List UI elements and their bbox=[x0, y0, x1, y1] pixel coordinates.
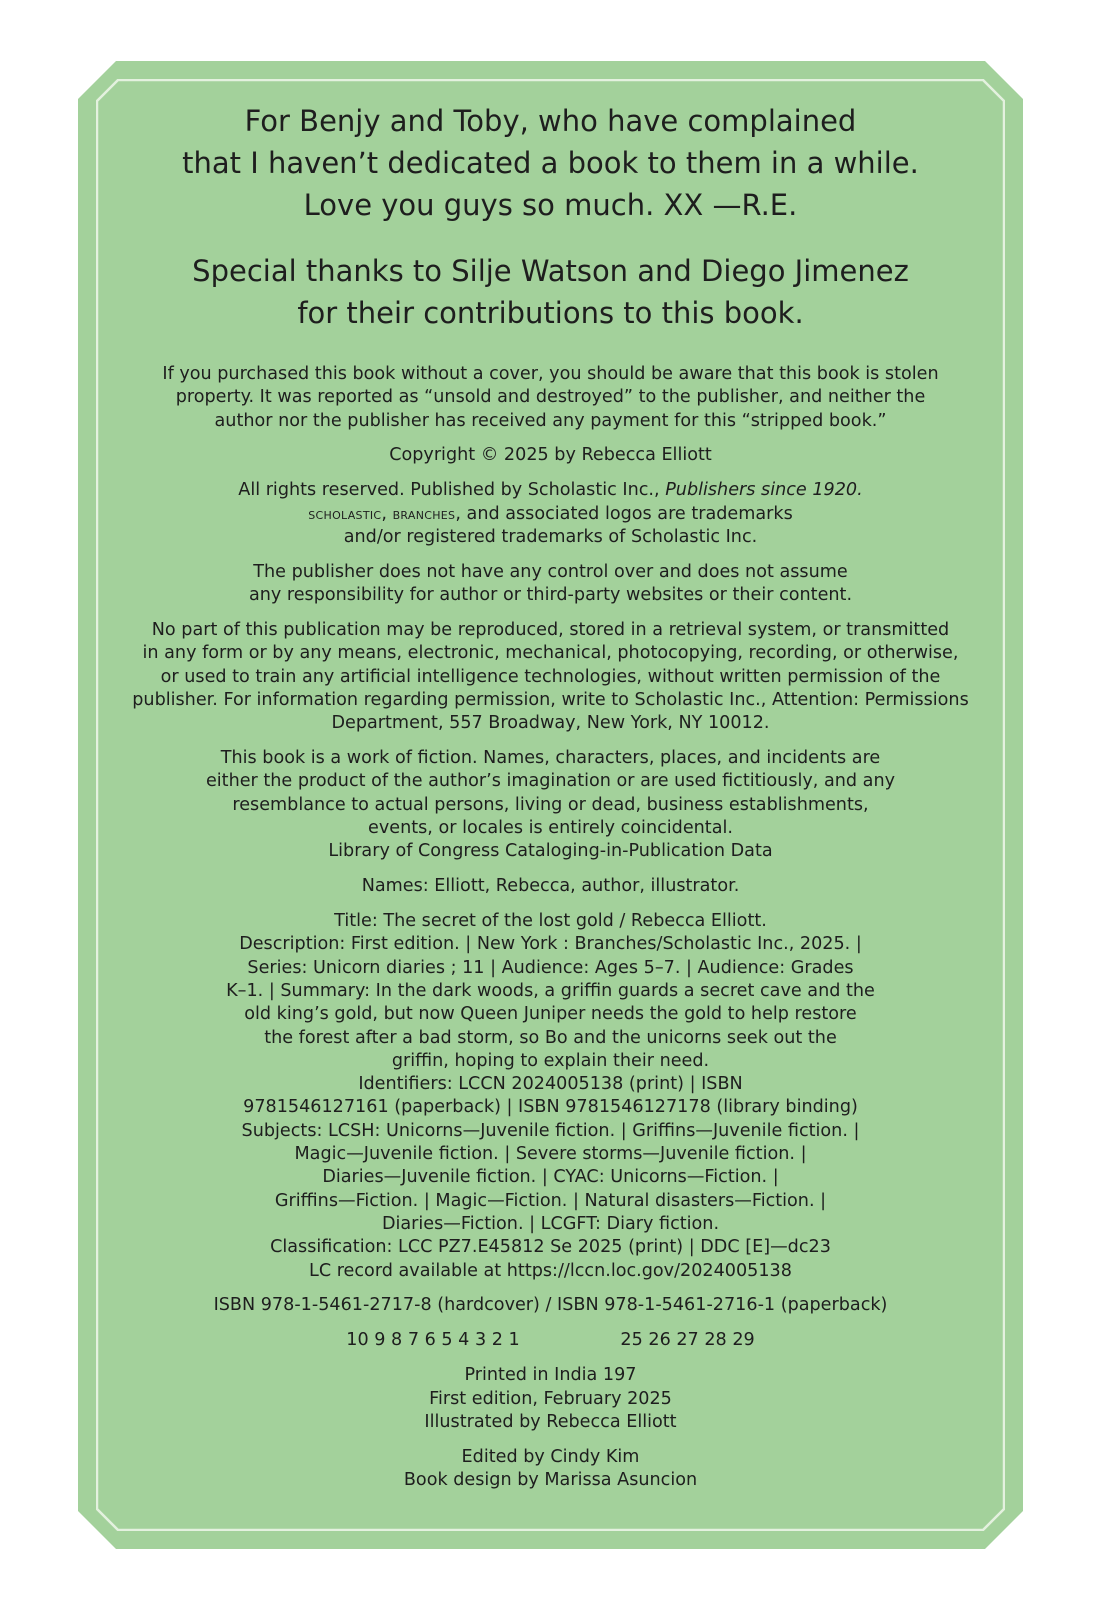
trademark-line-2: and/or registered trademarks of Scholastic Inc. bbox=[343, 526, 758, 547]
trademark-line bbox=[110, 503, 991, 526]
printing-line: Illustrated by Rebecca Elliott bbox=[424, 1411, 677, 1432]
dedication-line: Love you guys so much. XX —R.E. bbox=[303, 188, 798, 222]
cip-line: LC record available at https://lccn.loc.gov/2024005138 bbox=[309, 1260, 792, 1281]
cip-line: the forest after a bad storm, so Bo and the unicorns seek out the bbox=[264, 1027, 837, 1048]
cip-line: old king’s gold, but now Queen Juniper needs the gold to help restore bbox=[244, 1004, 857, 1025]
printing-line: Printed in India 197 bbox=[464, 1365, 637, 1386]
cip-line: Description: First edition. | New York : Branches/Scholastic Inc., 2025. | bbox=[239, 934, 862, 955]
printing-line: First edition, February 2025 bbox=[429, 1388, 672, 1409]
cip-line: Series: Unicorn diaries ; 11 | Audience: Ages 5–7. | Audience: Grades bbox=[247, 957, 854, 978]
notice-line: author nor the publisher has received any payment for this “stripped book.” bbox=[214, 410, 887, 431]
reproduction-line: publisher. For information regarding permission, write to Scholastic Inc., Attention: Permissions bbox=[132, 689, 969, 710]
thanks-line: Special thanks to Silje Watson and Diego Jimenez bbox=[192, 254, 909, 288]
thanks-line: for their contributions to this book. bbox=[297, 296, 804, 330]
trademark-rest: , and associated logos are trademarks bbox=[455, 503, 793, 524]
credit-line: Edited by Cindy Kim bbox=[461, 1446, 640, 1467]
credits bbox=[110, 1446, 991, 1493]
reproduction-line: Department, 557 Broadway, New York, NY 10012. bbox=[331, 713, 770, 734]
cip-line: Classification: LCC PZ7.E45812 Se 2025 (print) | DDC [E]—dc23 bbox=[270, 1237, 831, 1258]
cip-data bbox=[110, 910, 991, 1283]
stripped-book-notice bbox=[110, 363, 991, 433]
cip-line: Diaries—Juvenile fiction. | CYAC: Unicorns—Fiction. | bbox=[322, 1167, 779, 1188]
cip-line: Subjects: LCSH: Unicorns—Juvenile fiction. | Griffins—Juvenile fiction. | bbox=[241, 1120, 860, 1141]
rights-prefix: All rights reserved. Published by Scholastic Inc., bbox=[238, 480, 666, 501]
dedication-line: that I haven’t dedicated a book to them in a while. bbox=[182, 146, 919, 180]
fiction-line: events, or locales is entirely coincidental. bbox=[368, 818, 733, 839]
cip-line: Diaries—Fiction. | LCGFT: Diary fiction. bbox=[381, 1213, 720, 1234]
rights-line bbox=[110, 479, 991, 502]
copyright-text: Copyright © 2025 by Rebecca Elliott bbox=[389, 445, 712, 466]
publisher-motto: Publishers since 1920. bbox=[665, 480, 863, 501]
rights-block bbox=[110, 479, 991, 549]
print-run-numbers: 10 9 8 7 6 5 4 3 2 1 bbox=[346, 1330, 520, 1351]
reproduction-notice bbox=[110, 619, 991, 735]
scholastic-mark: scholastic bbox=[308, 504, 382, 523]
dedication-line: For Benjy and Toby, who have complained bbox=[244, 104, 857, 138]
control-line: any responsibility for author or third-party websites or their content. bbox=[248, 585, 853, 606]
fiction-line: either the product of the author’s imagination or are used fictitiously, and any bbox=[205, 771, 896, 792]
year-numbers: 25 26 27 28 29 bbox=[620, 1330, 755, 1351]
fiction-line: This book is a work of fiction. Names, characters, places, and incidents are bbox=[220, 748, 881, 769]
fiction-line: resemblance to actual persons, living or dead, business establishments, bbox=[232, 794, 869, 815]
branches-mark: branches bbox=[392, 504, 456, 523]
cip-line: Identifiers: LCCN 2024005138 (print) | ISBN bbox=[358, 1074, 743, 1095]
cip-line: K–1. | Summary: In the dark woods, a griffin guards a secret cave and the bbox=[226, 980, 875, 1001]
credit-line: Book design by Marissa Asuncion bbox=[403, 1470, 698, 1490]
publisher-control-notice bbox=[110, 561, 991, 608]
cip-names bbox=[110, 875, 991, 898]
dedication bbox=[110, 100, 991, 226]
special-thanks bbox=[110, 250, 991, 334]
reproduction-line: or used to train any artificial intelligence technologies, without written permission of the bbox=[160, 666, 941, 687]
page-content bbox=[110, 100, 991, 1492]
notice-line: If you purchased this book without a cover, you should be aware that this book is stolen bbox=[162, 364, 939, 384]
printer-key bbox=[110, 1329, 991, 1352]
fiction-disclaimer bbox=[110, 747, 991, 863]
cip-line: Magic—Juvenile fiction. | Severe storms—Juvenile fiction. | bbox=[294, 1144, 807, 1165]
copyright-line bbox=[110, 444, 991, 467]
cip-line: 9781546127161 (paperback) | ISBN 9781546127178 (library binding) bbox=[243, 1097, 858, 1118]
names-line: Names: Elliott, Rebecca, author, illustrator. bbox=[361, 876, 740, 897]
isbn-block bbox=[110, 1294, 991, 1317]
cip-line: Title: The secret of the lost gold / Rebecca Elliott. bbox=[334, 911, 767, 932]
separator: , bbox=[381, 503, 393, 524]
isbn-line: ISBN 978-1-5461-2717-8 (hardcover) / ISBN 978-1-5461-2716-1 (paperback) bbox=[213, 1295, 888, 1316]
cip-line: Griffins—Fiction. | Magic—Fiction. | Natural disasters—Fiction. | bbox=[274, 1190, 827, 1211]
cip-line: griffin, hoping to explain their need. bbox=[391, 1050, 710, 1071]
notice-line: property. It was reported as “unsold and destroyed” to the publisher, and neither the bbox=[175, 387, 926, 408]
printing-info bbox=[110, 1364, 991, 1434]
cip-heading: Library of Congress Cataloging-in-Publication Data bbox=[328, 841, 773, 862]
reproduction-line: No part of this publication may be reproduced, stored in a retrieval system, or transmitted bbox=[151, 620, 950, 641]
reproduction-line: in any form or by any means, electronic, mechanical, photocopying, recording, or otherwise, bbox=[142, 643, 959, 664]
control-line: The publisher does not have any control over and does not assume bbox=[253, 561, 848, 582]
